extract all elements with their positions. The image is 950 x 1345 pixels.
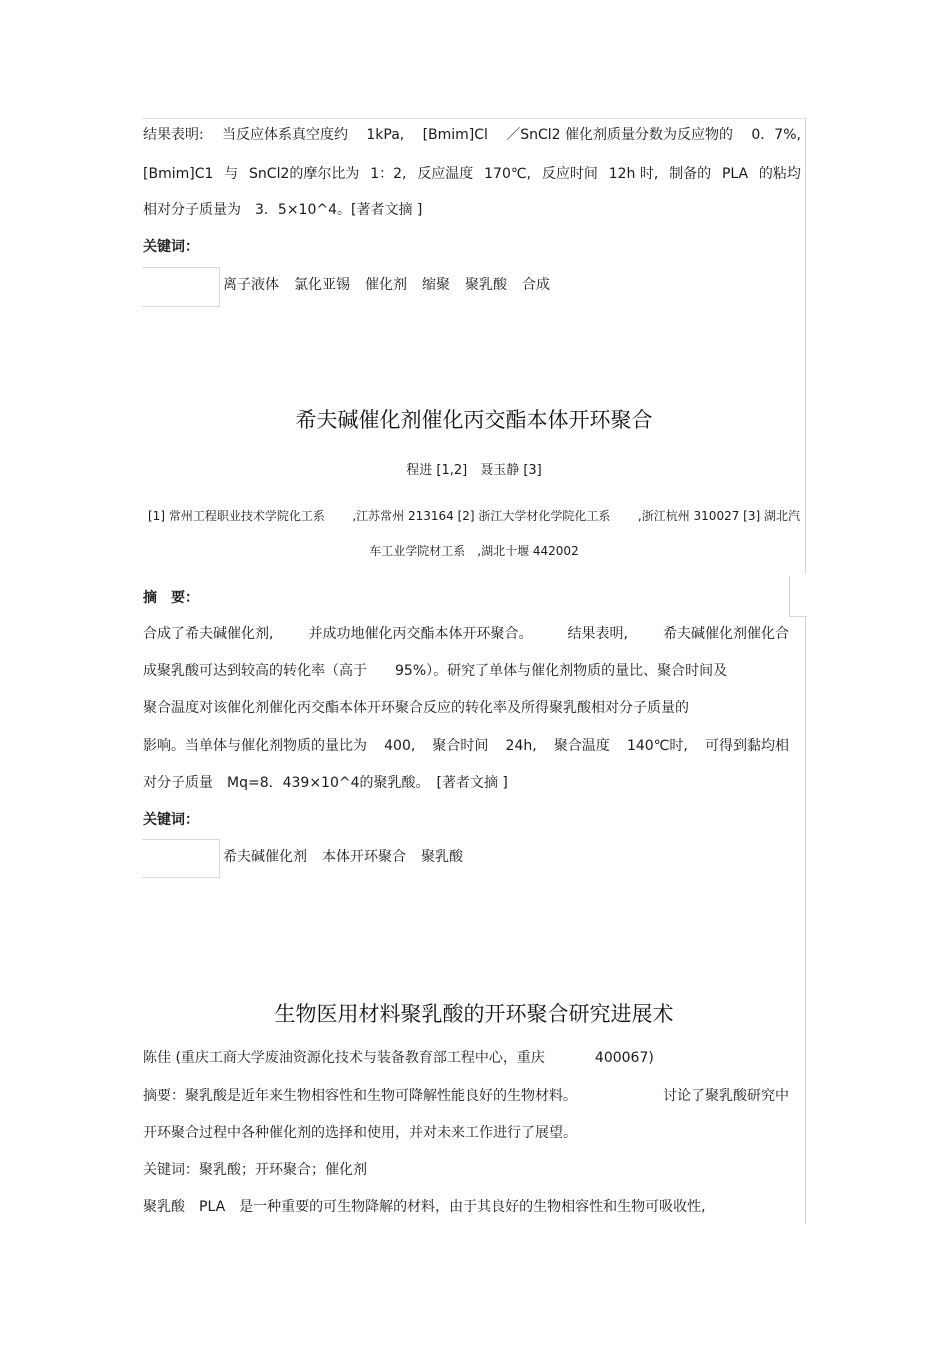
article2-abstract-line-4: 影响。当单体与催化剂物质的量比为 400, 聚合时间 24h, 聚合温度 140℃时, 可得到黏均相	[143, 738, 789, 754]
article2-keywords-label: 关键词：	[143, 812, 199, 828]
article1-results-line-3: 相对分子质量为 3．5×10^4。[著者文摘 ]	[143, 202, 423, 218]
article2-authors: 程进 [1,2] 聂玉静 [3]	[406, 463, 542, 478]
keyword: 聚乳酸	[421, 849, 463, 865]
article3-keywords-line: 关键词：聚乳酸；开环聚合；催化剂	[143, 1162, 367, 1178]
page-right-rule-lower	[805, 616, 806, 1224]
keyword: 离子液体	[223, 277, 279, 293]
article1-keywords-cell	[142, 267, 220, 307]
article3-title: 生物医用材料聚乳酸的开环聚合研究进展术	[274, 1002, 674, 1026]
article2-abstract-line-5: 对分子质量 Mq=8．439×10^4的聚乳酸。 [著者文摘 ]	[143, 775, 508, 791]
keyword: 本体开环聚合	[322, 849, 406, 865]
page-tab-notch	[789, 576, 807, 617]
keyword: 希夫碱催化剂	[223, 849, 307, 865]
article3-body-line-1: 聚乳酸 PLA 是一种重要的可生物降解的材料，由于其良好的生物相容性和生物可吸收性,	[143, 1199, 706, 1215]
article2-affiliation-line-1: [1] 常州工程职业技术学院化工系 ,江苏常州 213164 [2] 浙江大学材化学院化工系 ,浙江杭州 310027 [3] 湖北汽	[148, 509, 800, 523]
article3-abstract-line-2: 开环聚合过程中各种催化剂的选择和使用，并对未来工作进行了展望。	[143, 1125, 577, 1141]
article1-keywords-label: 关键词：	[143, 239, 199, 255]
article2-abstract-label: 摘 要：	[143, 590, 199, 606]
article3-abstract-line-1: 摘要：聚乳酸是近年来生物相容性和生物可降解性能良好的生物材料。 讨论了聚乳酸研究中	[143, 1088, 789, 1104]
keyword: 聚乳酸	[465, 277, 507, 293]
article1-results-line-1: 结果表明: 当反应体系真空度约 1kPa, [Bmim]Cl ／SnCl2 催化剂质量分数为反应物的 0．7%,	[143, 127, 801, 143]
article2-keywords	[223, 848, 478, 866]
article3-author-line: 陈佳 (重庆工商大学废油资源化技术与装备教育部工程中心，重庆 400067)	[143, 1050, 654, 1066]
article2-abstract-line-1: 合成了希夫碱催化剂, 并成功地催化丙交酯本体开环聚合。 结果表明, 希夫碱催化剂催化合	[143, 626, 789, 642]
keyword: 合成	[522, 277, 550, 293]
article2-title: 希夫碱催化剂催化丙交酯本体开环聚合	[295, 408, 653, 432]
article2-affiliation-line-2: 车工业学院材工系 ,湖北十堰 442002	[369, 544, 579, 558]
keyword: 催化剂	[365, 277, 407, 293]
article1-results-line-2: [Bmim]C1 与 SnCl2的摩尔比为 1：2, 反应温度 170℃, 反应时间 12h 时, 制备的 PLA 的粘均	[143, 166, 801, 182]
article1-keywords	[223, 276, 565, 294]
page-top-rule	[142, 118, 806, 119]
article2-abstract-line-2: 成聚乳酸可达到较高的转化率（高于 95%）。研究了单体与催化剂物质的量比、聚合时间及	[143, 663, 728, 679]
keyword: 氯化亚锡	[294, 277, 350, 293]
keyword: 缩聚	[422, 277, 450, 293]
article2-abstract-line-3: 聚合温度对该催化剂催化丙交酯本体开环聚合反应的转化率及所得聚乳酸相对分子质量的	[143, 700, 689, 716]
page-right-rule-upper	[805, 118, 806, 574]
article2-keywords-cell	[142, 839, 220, 878]
